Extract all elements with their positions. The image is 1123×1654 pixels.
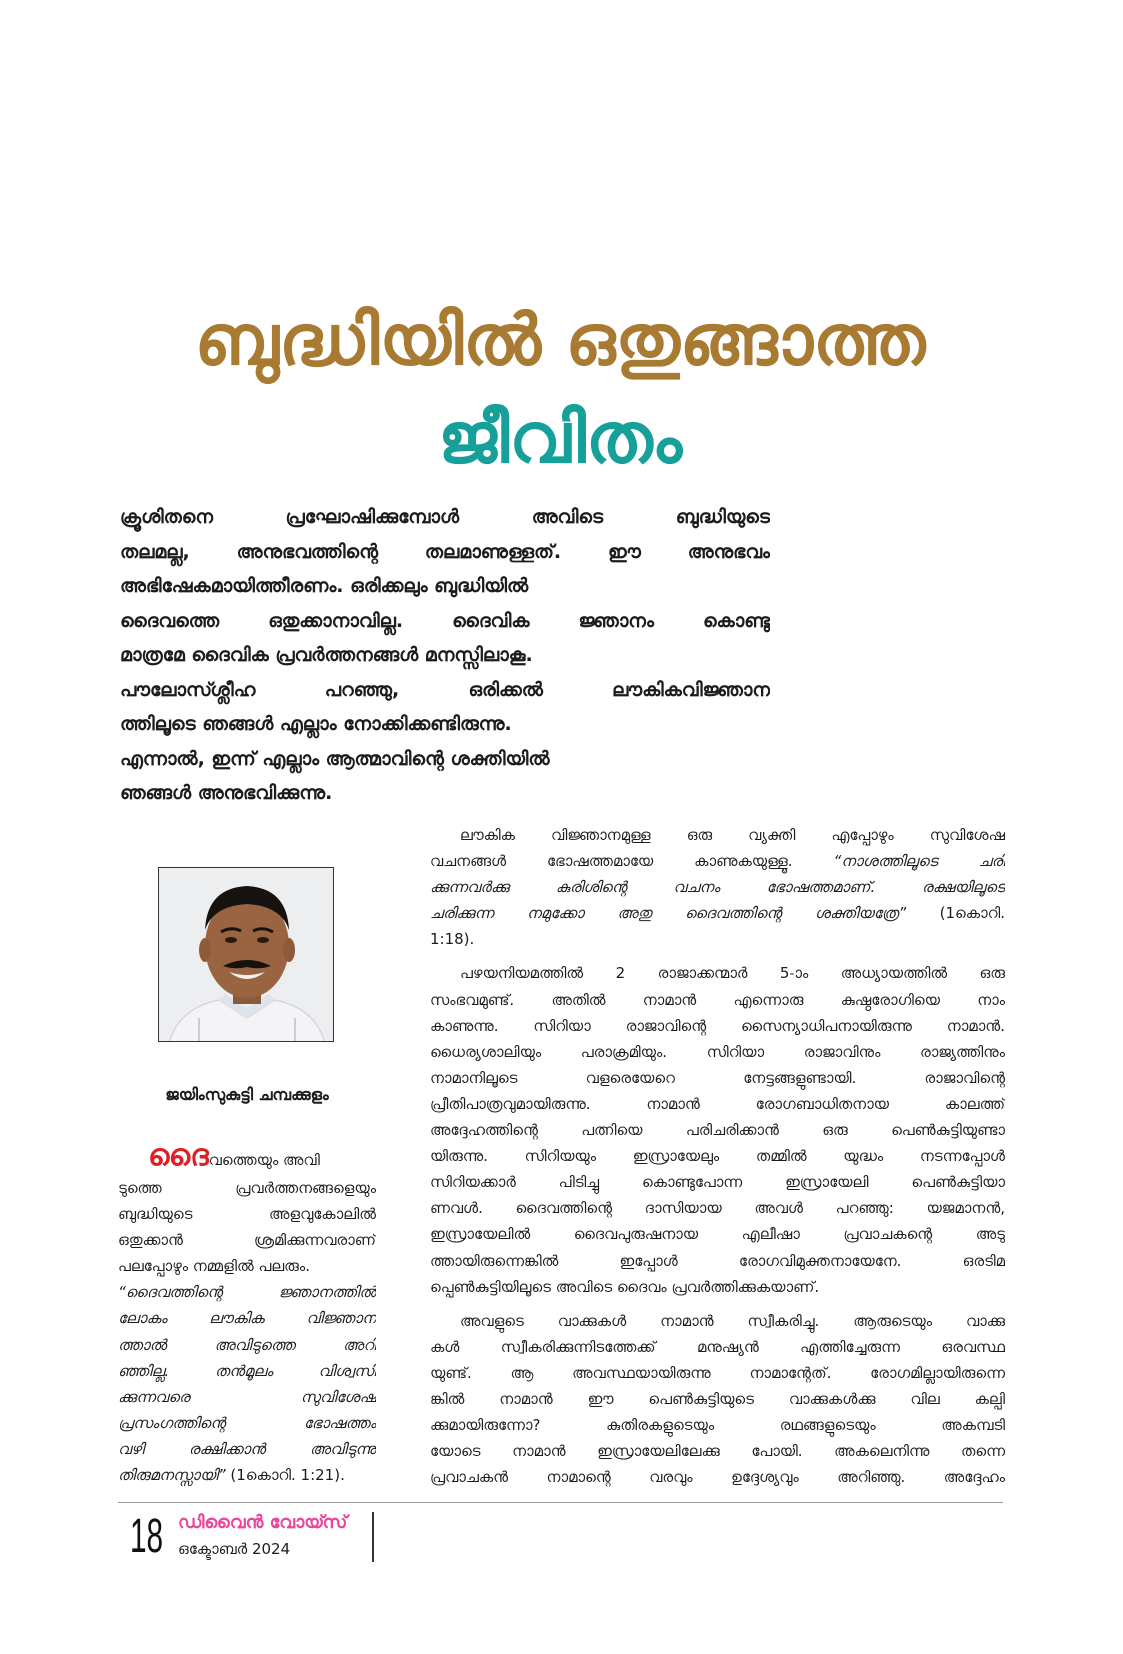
intro-line: പൗലോസ്ശ്ലീഹ പറഞ്ഞു, ഒരിക്കൽ ലൗകികവിജ്ഞാന <box>120 678 770 701</box>
quote-line: വഴി രക്ഷിക്കാൻ അവിടുന്നു <box>118 1439 376 1458</box>
body-line: ഇസ്രായേലിൽ ദൈവപുരുഷനായ എലീഷാ പ്രവാചകന്റെ അടു <box>430 1225 1005 1244</box>
body-line: ണവൾ. ദൈവത്തിന്റെ ദാസിയായ അവൾ പറഞ്ഞു: യജമാനൻ, <box>430 1199 1005 1218</box>
bible-reference: (1കൊറി. 1:21). <box>225 1466 345 1485</box>
intro-line: തലമല്ല, അനുഭവത്തിന്റെ തലമാണുള്ളത്. ഈ അനുഭവം <box>120 540 770 563</box>
body-line: പ്പെൺകുട്ടിയിലൂടെ അവിടെ ദൈവം പ്രവർത്തിക്കുകയാണ്. <box>430 1277 820 1296</box>
body-line: പഴയനിയമത്തിൽ 2 രാജാക്കന്മാർ 5-ാം അധ്യായത്തിൽ ഒരു <box>460 964 1005 983</box>
body-line: സിറിയക്കാർ പിടിച്ചു കൊണ്ടുപോന്ന ഇസ്രായേലി പെൺകുട്ടിയാ <box>430 1173 1005 1192</box>
headline-line-2: ജീവിതം <box>437 397 683 479</box>
intro-line: ത്തിലൂടെ ഞങ്ങൾ എല്ലാം നോക്കിക്കണ്ടിരുന്നു. <box>120 713 512 735</box>
left-column <box>118 1138 376 1488</box>
author-name: ജയിംസുകുട്ടി ചമ്പക്കുളം <box>165 1085 329 1104</box>
quote-end-line <box>118 1462 376 1488</box>
quote-line: ലോകം ലൗകിക വിജ്ഞാന <box>118 1309 376 1328</box>
drop-cap: ദൈ <box>148 1138 209 1173</box>
body-line: അദ്ദേഹത്തിന്റെ പത്നിയെ പരിചരിക്കാൻ ഒരു പെൺകുട്ടിയുണ്ടാ <box>430 1121 1005 1140</box>
body-line: ക്കുമായിരുന്നോ? കുതിരകളുടെയും രഥങ്ങളുടെയും അകമ്പടി <box>430 1416 1005 1435</box>
intro-line: ക്രൂശിതനെ പ്രഘോഷിക്കുമ്പോൾ അവിടെ ബുദ്ധിയുടെ <box>120 506 770 528</box>
body-line: ബുദ്ധിയുടെ അളവുകോലിൽ <box>118 1205 376 1224</box>
author-photo <box>158 867 334 1042</box>
intro-blurb <box>120 500 770 811</box>
bible-reference: (1കൊറി. <box>906 904 1005 923</box>
body-line: 1:18). <box>430 930 475 949</box>
headline-line-1: ബുദ്ധിയിൽ ഒതുങ്ങാത്ത <box>194 299 926 381</box>
body-line: കൾ സ്വീകരിക്കുന്നിടത്തേക്ക് മനുഷ്യൻ എത്തിച്ചേരുന്ന ഒരവസ്ഥ <box>430 1337 1005 1356</box>
intro-line: ദൈവത്തെ ഒതുക്കാനാവില്ല. ദൈവിക ജ്ഞാനം കൊണ്ടു <box>120 609 770 632</box>
body-line: അവളുടെ വാക്കുകൾ നാമാൻ സ്വീകരിച്ചു. ആരുടെയും വാക്കു <box>460 1311 1005 1330</box>
body-line: യുണ്ട്. ആ അവസ്ഥയായിരുന്നു നാമാന്റേത്. രോഗമില്ലായിരുന്നെ <box>430 1363 1005 1382</box>
body-line: സംഭവമുണ്ട്. അതിൽ നാമാൻ എന്നൊരു കുഷ്ഠരോഗിയെ നാം <box>430 990 1005 1009</box>
footer-vertical-rule <box>372 1512 374 1562</box>
intro-line: എന്നാൽ, ഇന്ന് എല്ലാം ആത്മാവിന്റെ ശക്തിയിൽ <box>120 747 550 770</box>
quote-text: “നാശത്തിലൂടെ ചരി <box>833 852 1005 871</box>
body-line: ഒതുക്കാൻ ശ്രമിക്കുന്നവരാണ് <box>118 1231 376 1250</box>
body-line: ലൗകിക വിജ്ഞാനമുള്ള ഒരു വ്യക്തി എപ്പോഴും സുവിശേഷ <box>460 826 1005 844</box>
body-line: പലപ്പോഴും നമ്മളിൽ പലരും. <box>118 1257 310 1276</box>
author-portrait-illustration <box>159 868 334 1042</box>
intro-line: ഞങ്ങൾ അനുഭവിക്കുന്നു. <box>120 782 333 804</box>
quote-line: ക്കുന്നവർക്കു കുരിശിന്റെ വചനം ഭോഷത്തമാണ്. രക്ഷയിലൂടെ <box>430 878 1005 897</box>
body-line: ധൈര്യശാലിയും പരാക്രമിയും. സിറിയാ രാജാവിനും രാജ്യത്തിനും <box>430 1042 1005 1061</box>
quote-line: പ്രസംഗത്തിന്റെ ഭോഷത്തം <box>118 1413 376 1432</box>
quote-text: ചരിക്കുന്ന നമുക്കോ അതു ദൈവത്തിന്റെ ശക്തിയത്രേ” <box>430 904 907 923</box>
body-line <box>430 848 1005 874</box>
quote-line: ക്കുന്നവരെ സുവിശേഷ <box>118 1387 376 1406</box>
first-line-text: വത്തെയും അവി <box>208 1151 320 1169</box>
body-line <box>430 900 1005 926</box>
body-line: യോടെ നാമാൻ ഇസ്രായേലിലേക്കു പോയി. അകലെനിന്നു തന്നെ <box>430 1442 1005 1461</box>
quote-line: ഞ്ഞില്ല. തൻമൂലം വിശ്വസി <box>118 1361 376 1380</box>
body-text: വചനങ്ങൾ ഭോഷത്തമായേ കാണുകയുള്ളൂ. <box>430 852 834 871</box>
quote-end: തിരുമനസ്സായി” <box>118 1466 226 1485</box>
body-line: ത്തായിരുന്നെങ്കിൽ ഇപ്പോൾ രോഗവിമുക്തനായേനേ. ഒരടിമ <box>430 1251 1005 1270</box>
body-line: പ്രവാചകൻ നാമാന്റെ വരവും ഉദ്ദേശ്യവും അറിഞ്ഞു. അദ്ദേഹം <box>430 1468 1005 1487</box>
intro-line: മാത്രമേ ദൈവിക പ്രവർത്തനങ്ങൾ മനസ്സിലാകൂ. <box>120 644 533 666</box>
body-line: ങ്കിൽ നാമാൻ ഈ പെൺകുട്ടിയുടെ വാക്കുകൾക്കു വില കല്പി <box>430 1389 1005 1408</box>
right-column <box>430 822 1005 1490</box>
body-line: നാമാനിലൂടെ വളരെയേറെ നേട്ടങ്ങളുണ്ടായി. രാജാവിന്റെ <box>430 1068 1005 1087</box>
issue-date: ഒക്ടോബർ 2024 <box>178 1540 291 1558</box>
body-line: പ്രീതിപാത്രവുമായിരുന്നു. നാമാൻ രോഗബാധിതനായ കാലത്ത് <box>430 1094 1005 1113</box>
body-line: കാണുന്നു. സിറിയാ രാജാവിന്റെ സൈന്യാധിപനായിരുന്നു നാമാൻ. <box>430 1016 1005 1035</box>
quote-line: “ദൈവത്തിന്റെ ജ്ഞാനത്തിൽ <box>118 1283 376 1302</box>
body-line: യിരുന്നു. സിറിയയും ഇസ്രായേലും തമ്മിൽ യുദ്ധം നടന്നപ്പോൾ <box>430 1147 1005 1166</box>
footer-divider <box>118 1502 1003 1503</box>
page-number: 18 <box>130 1510 164 1563</box>
body-line: ടുത്തെ പ്രവർത്തനങ്ങളെയും <box>118 1179 376 1197</box>
quote-line: ത്താൽ അവിടുത്തെ അറി <box>118 1335 376 1354</box>
magazine-name: ഡിവൈൻ വോയ്സ് <box>178 1512 348 1533</box>
first-line <box>118 1138 376 1175</box>
intro-line: അഭിഷേകമായിത്തീരണം. ഒരിക്കലും ബുദ്ധിയിൽ <box>120 575 529 597</box>
